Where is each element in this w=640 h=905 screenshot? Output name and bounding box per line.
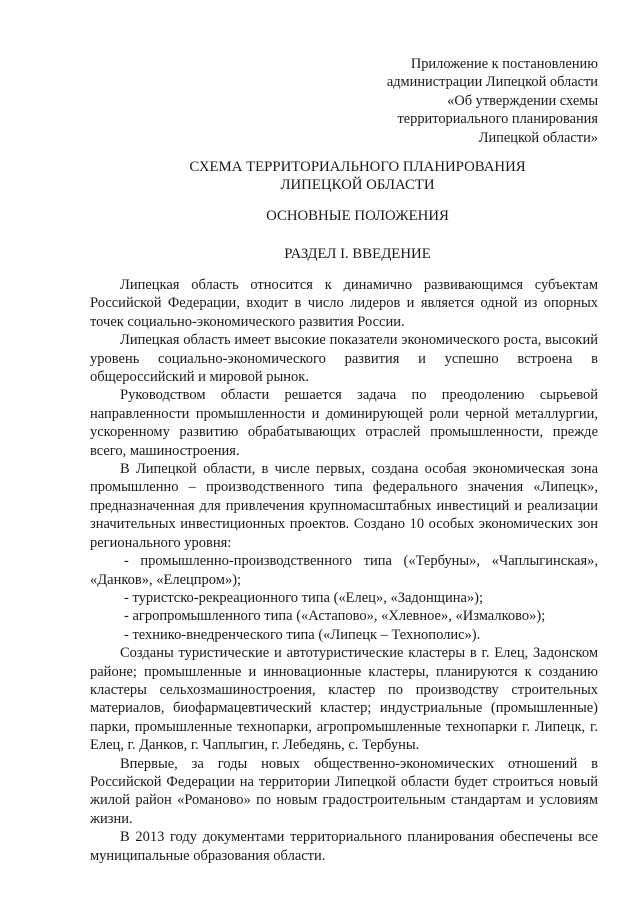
annex-line: администрации Липецкой области bbox=[386, 74, 598, 91]
paragraph: В 2013 году документами территориального планирования обеспечены все муниципальные образования области. bbox=[90, 829, 598, 864]
paragraph: Впервые, за годы новых общественно-экономических отношений в Российской Федерации на территории Липецкой области будет строиться новый жилой район «Романово» по новым градостроительным стандартам и условиям жизни. bbox=[90, 755, 598, 827]
document-subtitle: ОСНОВНЫЕ ПОЛОЖЕНИЯ bbox=[266, 208, 449, 224]
title-line-1: СХЕМА ТЕРРИТОРИАЛЬНОГО ПЛАНИРОВАНИЯ bbox=[189, 159, 526, 175]
paragraph: В Липецкой области, в числе первых, создана особая экономическая зона промышленно – производственного типа федерального значения «Липецк», предназначенная для привлечения крупномасштабных инвестиций и реализации значительных инвестиционных проектов. Создано 10 особых экономических зон регионального уровня: bbox=[90, 461, 598, 551]
document-title bbox=[0, 158, 640, 195]
annex-line: Приложение к постановлению bbox=[410, 56, 598, 72]
title-line-2: ЛИПЕЦКОЙ ОБЛАСТИ bbox=[280, 177, 435, 194]
annex-line: Липецкой области» bbox=[478, 129, 598, 146]
bullet-item: - туристско-рекреационного типа («Елец», «Задонщина»); bbox=[124, 589, 484, 606]
annex-line: территориального планирования bbox=[397, 111, 598, 128]
bullet-item: - агропромышленного типа («Астапово», «Хлевное», «Измалково»); bbox=[124, 608, 546, 625]
annex-line: «Об утверждении схемы bbox=[447, 92, 598, 109]
section-heading: РАЗДЕЛ I. ВВЕДЕНИЕ bbox=[284, 246, 431, 262]
paragraph: Созданы туристические и автотуристические кластеры в г. Елец, Задонском районе; промышленные и инновационные кластеры, планируются к созданию кластеры сельхозмашиностроения, кластер по производству строительных материалов, биофармацевтический кластер; индустриальные (промышленные) парки, промышленные технопарки, агропромышленные технопарки г. Липецк, г. Елец, г. Данков, г. Чаплыгин, г. Лебедянь, с. Тербуны. bbox=[90, 645, 598, 754]
annex-note bbox=[387, 55, 598, 147]
paragraph: Руководством области решается задача по преодолению сырьевой направленности промышленности и доминирующей роли черной металлургии, ускоренному развитию обрабатывающих отраслей промышленности, прежде всего, машиностроения. bbox=[90, 387, 598, 459]
bullet-item: - технико-внедренческого типа («Липецк – Технополис»). bbox=[124, 626, 481, 643]
paragraph: Липецкая область относится к динамично развивающимся субъектам Российской Федерации, входит в число лидеров и является одной из опорных точек социально-экономического развития России. bbox=[90, 277, 598, 330]
body-text bbox=[90, 276, 598, 865]
bullet-item: - промышленно-производственного типа («Тербуны», «Чаплыгинская», «Данков», «Елецпром»); bbox=[90, 553, 598, 588]
paragraph: Липецкая область имеет высокие показатели экономического роста, высокий уровень социально-экономического развития и успешно встроена в общероссийский и мировой рынок. bbox=[90, 332, 598, 386]
